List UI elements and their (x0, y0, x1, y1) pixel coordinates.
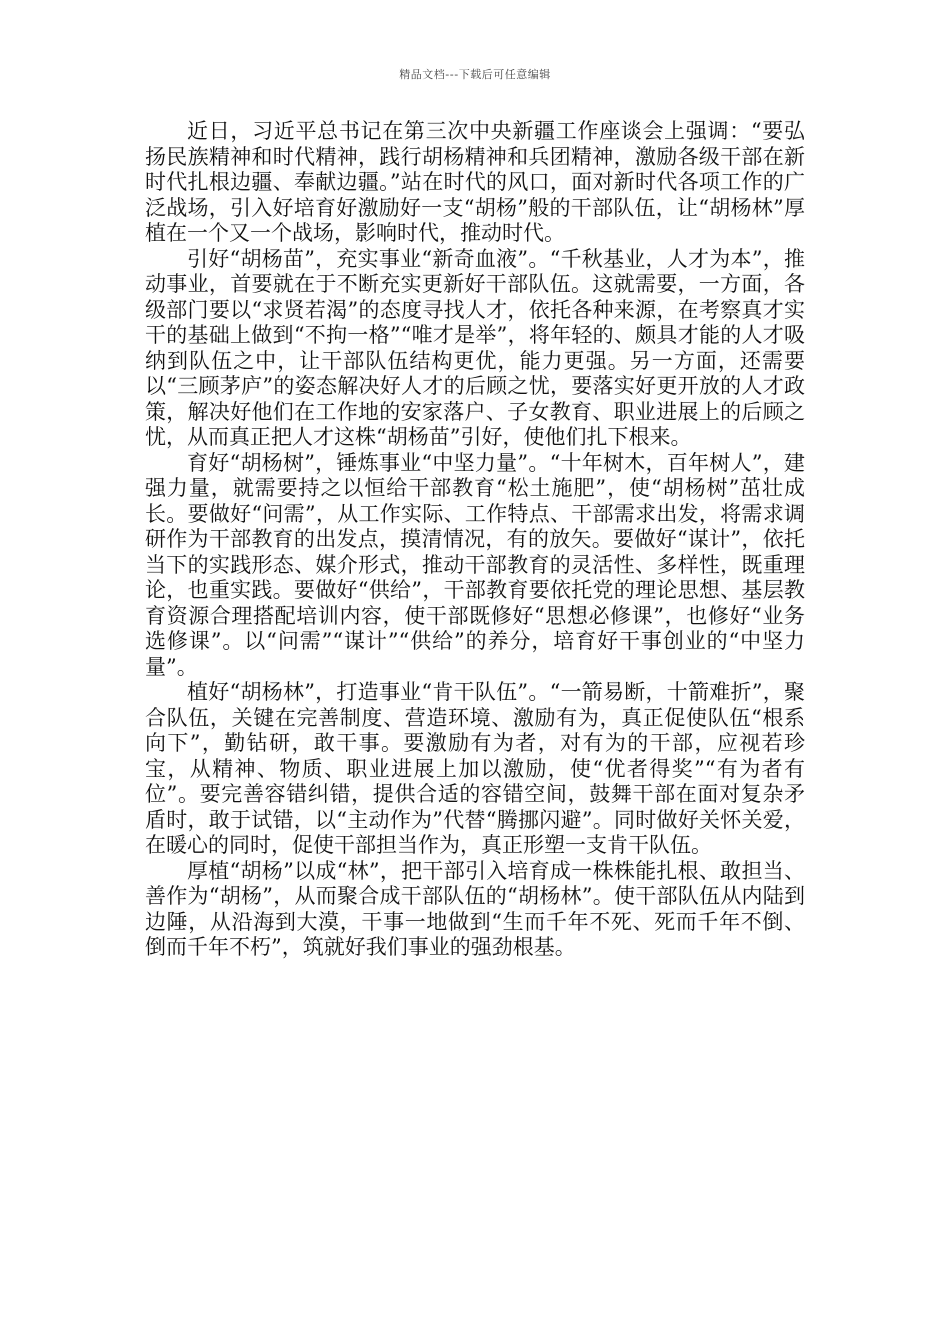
paragraph-intro: 近日，习近平总书记在第三次中央新疆工作座谈会上强调：“要弘扬民族精神和时代精神，践行胡杨精神和兵团精神，激励各级干部在新时代扎根边疆、奉献边疆。”站在时代的风口，面对新时代各项工作的广泛战场，引入好培育好激励好一支“胡杨”般的干部队伍，让“胡杨林”厚植在一个又一个战场，影响时代，推动时代。 (145, 119, 805, 245)
paragraph-conclusion: 厚植“胡杨”以成“林”，把干部引入培育成一株株能扎根、敢担当、善作为“胡杨”，从而聚合成干部队伍的“胡杨林”。使干部队伍从内陆到边陲，从沿海到大漠，干事一地做到“生而千年不死、死而千年不倒、倒而千年不朽”，筑就好我们事业的强劲根基。 (145, 858, 805, 959)
page-header: 精品文档---下载后可任意编辑 (399, 68, 551, 81)
paragraph-forest: 植好“胡杨林”，打造事业“肯干队伍”。“一箭易断，十箭难折”，聚合队伍，关键在完善制度、营造环境、激励有为，真正促使队伍“根系向下”，勤钻研，敢干事。要激励有为者，对有为的干部，应视若珍宝，从精神、物质、职业进展上加以激励，使“优者得奖”“有为者有位”。要完善容错纠错，提供合适的容错空间，鼓舞干部在面对复杂矛盾时，敢于试错，以“主动作为”代替“腾挪闪避”。同时做好关怀关爱，在暖心的同时，促使干部担当作为，真正形塑一支肯干队伍。 (145, 680, 805, 857)
paragraph-tree: 育好“胡杨树”，锤炼事业“中坚力量”。“十年树木，百年树人”，建强力量，就需要持之以恒给干部教育“松土施肥”，使“胡杨树”茁壮成长。要做好“问需”，从工作实际、工作特点、干部需求出发，将需求调研作为干部教育的出发点，摸清情况，有的放矢。要做好“谋计”，依托当下的实践形态、媒介形式，推动干部教育的灵活性、多样性，既重理论，也重实践。要做好“供给”，干部教育要依托党的理论思想、基层教育资源合理搭配培训内容，使干部既修好“思想必修课”，也修好“业务选修课”。以“问需”“谋计”“供给”的养分，培育好干事创业的“中坚力量”。 (145, 450, 805, 679)
paragraph-seedling: 引好“胡杨苗”，充实事业“新奇血液”。“千秋基业，人才为本”，推动事业，首要就在于不断充实更新好干部队伍。这就需要，一方面，各级部门要以“求贤若渴”的态度寻找人才，依托各种来源，在考察真才实干的基础上做到“不拘一格”“唯才是举”，将年轻的、颇具才能的人才吸纳到队伍之中，让干部队伍结构更优，能力更强。另一方面，还需要以“三顾茅庐”的姿态解决好人才的后顾之忧，要落实好更开放的人才政策，解决好他们在工作地的安家落户、子女教育、职业进展上的后顾之忧，从而真正把人才这株“胡杨苗”引好，使他们扎下根来。 (145, 246, 805, 449)
article-body (145, 119, 805, 961)
